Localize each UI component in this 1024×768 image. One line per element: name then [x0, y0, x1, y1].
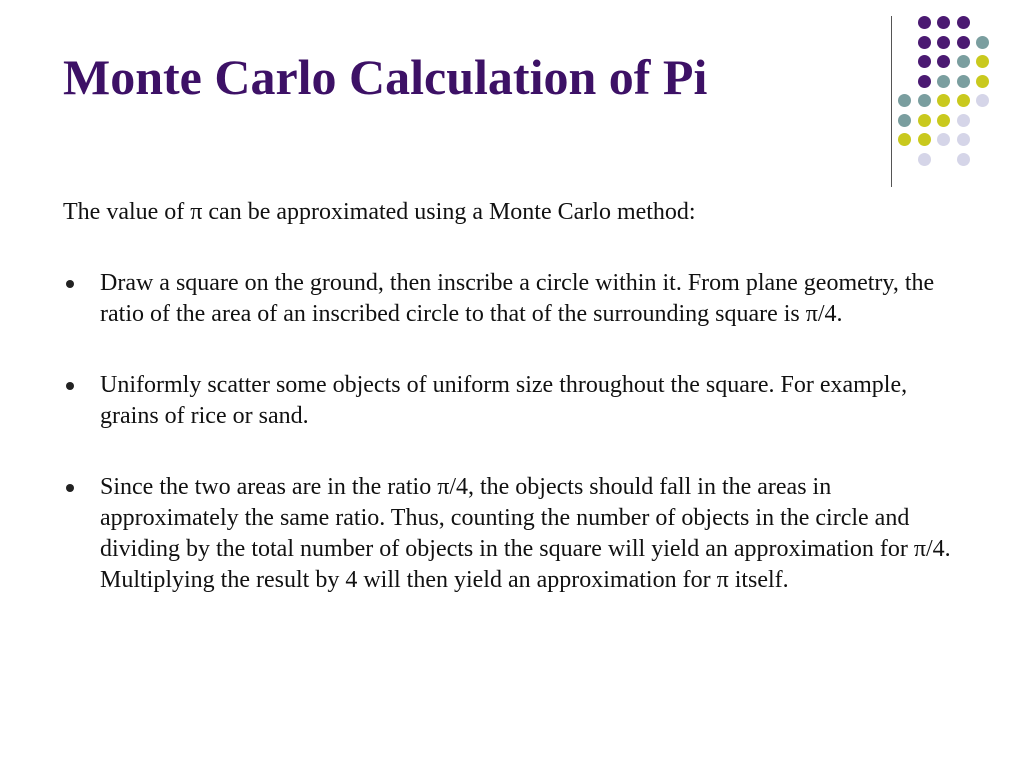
- yellow-dot-icon: [976, 75, 989, 88]
- bullet-text: Uniformly scatter some objects of uniform size throughout the square. For example, grains of rice or sand.: [100, 372, 908, 429]
- bullet-dot-icon: [66, 484, 74, 492]
- purple-dot-icon: [937, 36, 950, 49]
- teal-dot-icon: [976, 36, 989, 49]
- yellow-dot-icon: [937, 94, 950, 107]
- bullet-dot-icon: [66, 280, 74, 288]
- lavender-dot-icon: [976, 94, 989, 107]
- yellow-dot-icon: [898, 133, 911, 146]
- teal-dot-icon: [957, 75, 970, 88]
- purple-dot-icon: [957, 36, 970, 49]
- bullet-list: [63, 268, 963, 596]
- yellow-dot-icon: [918, 114, 931, 127]
- yellow-dot-icon: [976, 55, 989, 68]
- bullet-item: [63, 370, 963, 432]
- purple-dot-icon: [918, 55, 931, 68]
- lavender-dot-icon: [957, 114, 970, 127]
- bullet-item: [63, 472, 963, 596]
- teal-dot-icon: [898, 94, 911, 107]
- purple-dot-icon: [918, 16, 931, 29]
- yellow-dot-icon: [918, 133, 931, 146]
- purple-dot-icon: [918, 75, 931, 88]
- lavender-dot-icon: [918, 153, 931, 166]
- teal-dot-icon: [957, 55, 970, 68]
- purple-dot-icon: [937, 55, 950, 68]
- slide-body: [63, 197, 963, 636]
- bullet-item: [63, 268, 963, 330]
- yellow-dot-icon: [937, 114, 950, 127]
- slide-title: Monte Carlo Calculation of Pi: [63, 49, 708, 105]
- intro-text: The value of π can be approximated using a Monte Carlo method:: [63, 199, 696, 225]
- title-divider-line: [891, 16, 892, 187]
- purple-dot-icon: [957, 16, 970, 29]
- teal-dot-icon: [937, 75, 950, 88]
- bullet-dot-icon: [66, 382, 74, 390]
- bullet-text: Draw a square on the ground, then inscribe a circle within it. From plane geometry, the ratio of the area of an inscribed circle to that of the surrounding square is π/4.: [100, 270, 935, 327]
- teal-dot-icon: [898, 114, 911, 127]
- lavender-dot-icon: [957, 133, 970, 146]
- lavender-dot-icon: [957, 153, 970, 166]
- purple-dot-icon: [918, 36, 931, 49]
- bullet-text: Since the two areas are in the ratio π/4, the objects should fall in the areas in approximately the same ratio. Thus, counting the number of objects in the circle and dividing by the total number of objects in the square will yield an approximation for π/4. Multiplying the result by 4 will then yield an approximation for π itself.: [100, 474, 951, 593]
- decorative-dot-grid: [0, 0, 1024, 200]
- lavender-dot-icon: [937, 133, 950, 146]
- teal-dot-icon: [918, 94, 931, 107]
- purple-dot-icon: [937, 16, 950, 29]
- yellow-dot-icon: [957, 94, 970, 107]
